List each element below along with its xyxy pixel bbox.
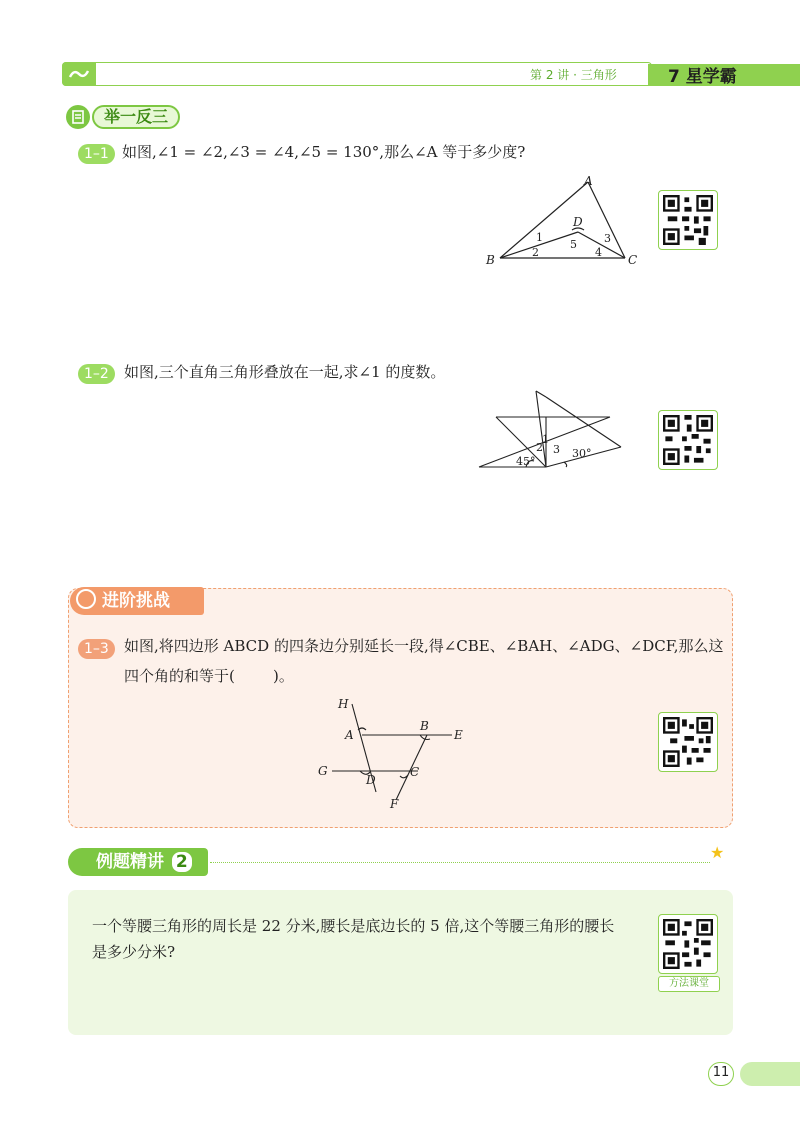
question-tag: 1–1 xyxy=(78,144,115,164)
angle-4: 4 xyxy=(595,246,602,259)
question-text-line1: 如图,将四边形 ABCD 的四条边分别延长一段,得∠CBE、∠BAH、∠ADG、∠DCF,那么这 xyxy=(124,637,724,655)
qr-code[interactable] xyxy=(658,410,718,470)
label-d: D xyxy=(573,215,583,229)
question-tag: 1–3 xyxy=(78,639,115,659)
example-text-line1: 一个等腰三角形的周长是 22 分米,腰长是底边长的 5 倍,这个等腰三角形的腰长 xyxy=(92,917,615,935)
section-title-pill: 举一反三 xyxy=(92,105,180,129)
angle-30: 30° xyxy=(572,447,592,460)
qr-code[interactable] xyxy=(658,190,718,250)
example-number: 2 xyxy=(172,852,192,872)
brand-name: 7 星学霸 xyxy=(668,67,737,87)
advanced-title-banner xyxy=(70,587,204,615)
edge-ac xyxy=(588,182,625,258)
label-a: A xyxy=(345,728,354,742)
angle-45: 45° xyxy=(516,455,536,468)
page-number: 11 xyxy=(708,1062,734,1086)
pencil-icon xyxy=(66,105,90,129)
label-f: F xyxy=(390,797,399,811)
divider xyxy=(210,862,710,863)
label-d: D xyxy=(366,773,376,787)
qr-caption: 方法课堂 xyxy=(658,976,720,992)
angle-3: 3 xyxy=(553,443,560,456)
qr-code[interactable] xyxy=(658,712,718,772)
label-a: A xyxy=(584,174,593,188)
series-logo-icon xyxy=(62,62,96,86)
label-c: C xyxy=(410,765,420,779)
triangle-figure-1 xyxy=(480,170,650,270)
angle-1: 1 xyxy=(542,433,549,446)
label-b: B xyxy=(420,719,429,733)
angle-3: 3 xyxy=(604,232,611,245)
advanced-title: 进阶挑战 xyxy=(102,591,170,611)
triangles-figure-2 xyxy=(476,385,626,470)
label-e: E xyxy=(454,728,463,742)
star-icon: ★ xyxy=(710,843,725,862)
label-b: B xyxy=(486,253,495,267)
quadrilateral-figure xyxy=(312,692,482,812)
angle-2: 2 xyxy=(536,441,543,454)
label-h: H xyxy=(338,697,349,711)
page-footer-bar xyxy=(740,1062,800,1086)
target-icon xyxy=(76,589,96,609)
example-text-line2: 是多少分米? xyxy=(92,943,176,961)
angle-2: 2 xyxy=(532,246,539,259)
question-text-line2: 四个角的和等于( )。 xyxy=(124,667,294,685)
angle-1: 1 xyxy=(536,231,543,244)
chapter-title: 第 2 讲 · 三角形 xyxy=(530,68,617,82)
question-text: 如图,∠1 = ∠2,∠3 = ∠4,∠5 = 130°,那么∠A 等于多少度? xyxy=(122,143,526,161)
label-c: C xyxy=(628,253,638,267)
label-g: G xyxy=(318,764,328,778)
example-title-banner xyxy=(68,848,208,876)
question-text: 如图,三个直角三角形叠放在一起,求∠1 的度数。 xyxy=(124,363,446,381)
example-title: 例题精讲 xyxy=(96,852,164,872)
qr-code[interactable] xyxy=(658,914,718,974)
angle-5: 5 xyxy=(570,238,577,251)
question-tag: 1–2 xyxy=(78,364,115,384)
